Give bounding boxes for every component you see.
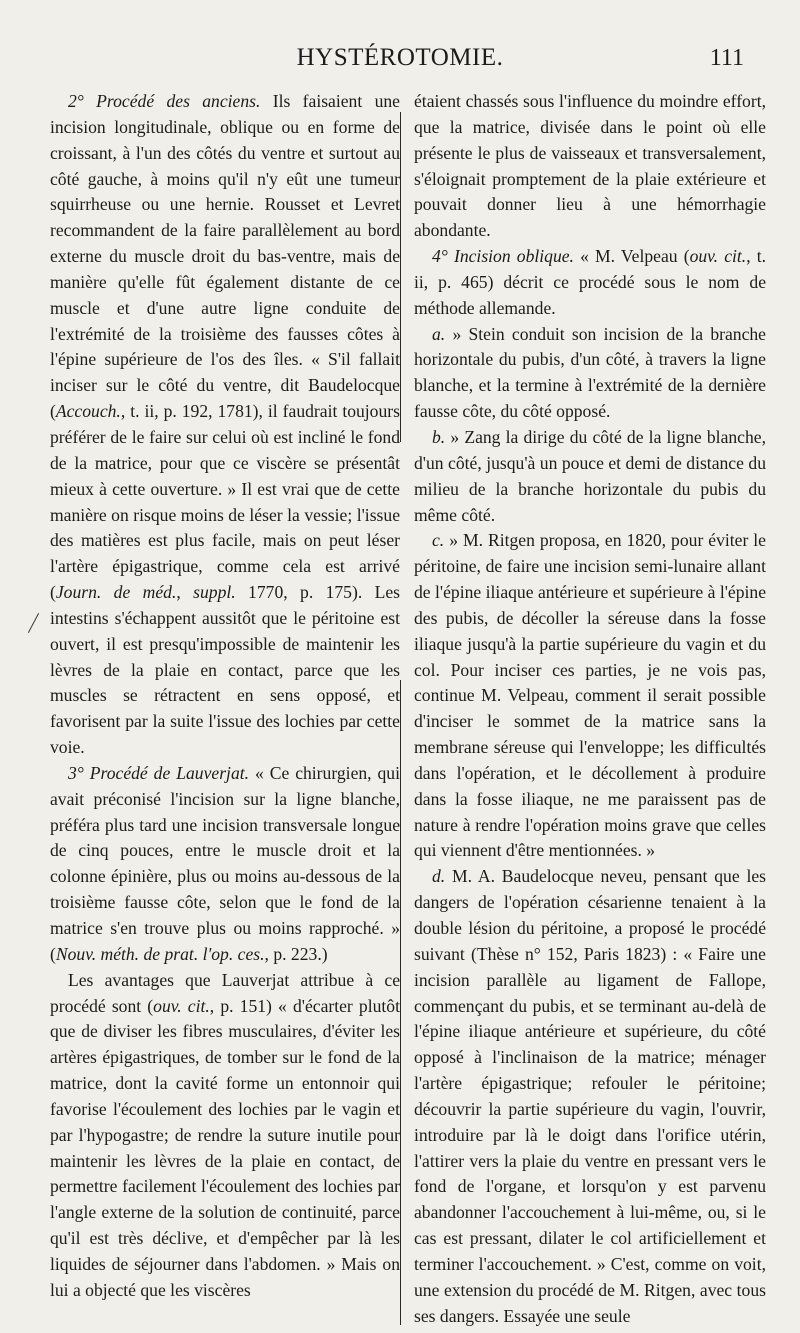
paragraph-incision-oblique: 4° Incision oblique. « M. Velpeau (ouv. cit., t. ii, p. 465) décrit ce procédé sous le nom de méthode allemande. xyxy=(414,246,767,318)
right-column xyxy=(414,89,766,1330)
running-head xyxy=(0,44,800,84)
column-rule xyxy=(400,680,401,1325)
paragraph-c-ritgen: c. » M. Ritgen proposa, en 1820, pour éviter le péritoine, de faire une incision semi-lunaire allant de l'épine iliaque antérieure et supérieure à l'épine des pubis, de décoller la séreuse dans la fosse iliaque jusqu'à la partie supérieure du vagin et du col. Pour inciser ces parties, je ne vois pas, continue M. Velpeau, comment il serait possible d'inciser le sommet de la matrice sans la membrane séreuse qui l'enveloppe; les difficultés dans l'opération, et le décollement à produire dans la fosse iliaque, ne me paraissent pas de nature à rendre l'opération moins grave que celles qui viennent d'être mentionnées. » xyxy=(414,530,766,861)
section-label: 3° Procédé de Lauverjat. xyxy=(68,762,250,783)
section-label: 4° Incision oblique. xyxy=(432,246,574,267)
page-number: 111 xyxy=(709,45,744,71)
paragraph-d-baudelocque: d. M. A. Baudelocque neveu, pensant que les dangers de l'opération césarienne tenaient à la double lésion du péritoine, a proposé le procédé suivant (Thèse n° 152, Paris 1823) : « Faire une incision parallèle au ligament de Fallope, commençant du pubis, et se terminant au-delà de l'épine iliaque antérieure et supérieure, du côté opposé à l'inclinaison de la matrice; ménager l'artère épigastrique; refouler le péritoine; découvrir la partie supérieure du vagin, l'ouvrir, introduire par là le doigt dans l'orifice utérin, l'attirer vers la plaie du ventre en pressant vers le fond de l'organe, et lorsqu'on y est parvenu abandonner l'accouchement à lui-même, ou, si le cas est pressant, dilater le col artificiellement et terminer l'accouchement. » C'est, comme on voit, une extension du procédé de M. Ritgen, avec tous ses dangers. Essayée une seule xyxy=(414,866,766,1326)
running-title: HYSTÉROTOMIE. xyxy=(296,44,504,71)
paragraph-avantages: Les avantages que Lauverjat attribue à ce procédé sont (ouv. cit., p. 151) « d'écarter plutôt que de diviser les fibres musculaires, d'éviter les artères épigastriques, de tomber sur le fond de la matrice, dont la cavité forme un entonnoir qui favorise l'écoulement des lochies par le vagin et par l'hypogastre; de rendre la suture inutile pour maintenir les lèvres de la plaie en contact, de permettre facilement l'écoulement des lochies par l'angle externe de la solution de continuité, parce qu'il est très déclive, et d'empêcher par là les liquides de séjourner dans l'abdomen. » Mais on lui a objecté que les viscères xyxy=(50,969,400,1300)
item-label: a. xyxy=(432,323,446,344)
section-label: 2° Procédé des anciens. xyxy=(68,91,261,111)
margin-mark xyxy=(28,613,39,633)
paragraph-continuation: étaient chassés sous l'influence du moindre effort, que la matrice, divisée dans le point où elle présente le plus de vaisseaux et transversalement, s'éloignait promptement de la plaie extérieure et pouvait donner lieu à une hémorrhagie abondante. xyxy=(414,91,766,241)
paragraph-procede-anciens: 2° Procédé des anciens. Ils faisaient une incision longitudinale, oblique ou en forme de croissant, à l'un des côtés du ventre et surtout au côté gauche, à moins qu'il n'y eût une tumeur squirrheuse ou une hernie. Rousset et Levret recommandent de la faire parallèlement au bord externe du muscle droit du bas-ventre, mais de manière qu'elle fût également distante de ce muscle et d'une autre ligne conduite de l'extrémité de la troisième des fausses côtes à l'épine supérieure de l'os des îles. « S'il fallait inciser sur le côté du ventre, dit Baudelocque (Accouch., t. ii, p. 192, 1781), il faudrait toujours préférer de le faire sur celui où est incliné le fond de la matrice, pour que ce viscère se présentât mieux à cette ouverture. » Il est vrai que de cette manière on risque moins de léser la vessie; l'issue des matières est plus facile, mais on peut léser l'artère épigastrique, comme cela est arrivé (Journ. de méd., suppl. 1770, p. 175). Les intestins s'échappent aussitôt que le péritoine est ouvert, il est presqu'impossible de maintenir les lèvres de la plaie en contact, parce que les muscles se rétractent en sens opposé, et favorisent par la suite l'issue des lochies par cette voie. xyxy=(50,91,401,758)
item-label: c. xyxy=(432,530,445,551)
paragraph-a-stein: a. » Stein conduit son incision de la branche horizontale du pubis, d'un côté, à travers la ligne blanche, et la termine à l'extrémité de la dernière fausse côte, du côté opposé. xyxy=(414,323,766,422)
item-label: b. xyxy=(432,426,446,447)
item-label: d. xyxy=(432,866,446,887)
left-column xyxy=(50,89,400,1304)
column-rule xyxy=(400,112,401,442)
paragraph-procede-lauverjat: 3° Procédé de Lauverjat. « Ce chirurgien, qui avait préconisé l'incision sur la ligne blanche, préféra plus tard une incision transversale longue de cinq pouces, entre le muscle droit et la colonne épinière, plus ou moins au-dessous de la troisième fausse côte, selon que le fond de la matrice s'en trouve plus ou moins rapproché. » (Nouv. méth. de prat. l'op. ces., p. 223.) xyxy=(50,762,400,964)
paragraph-b-zang: b. » Zang la dirige du côté de la ligne blanche, d'un côté, jusqu'à un pouce et demi de distance du milieu de la branche horizontale du pubis du même côté. xyxy=(414,426,766,525)
